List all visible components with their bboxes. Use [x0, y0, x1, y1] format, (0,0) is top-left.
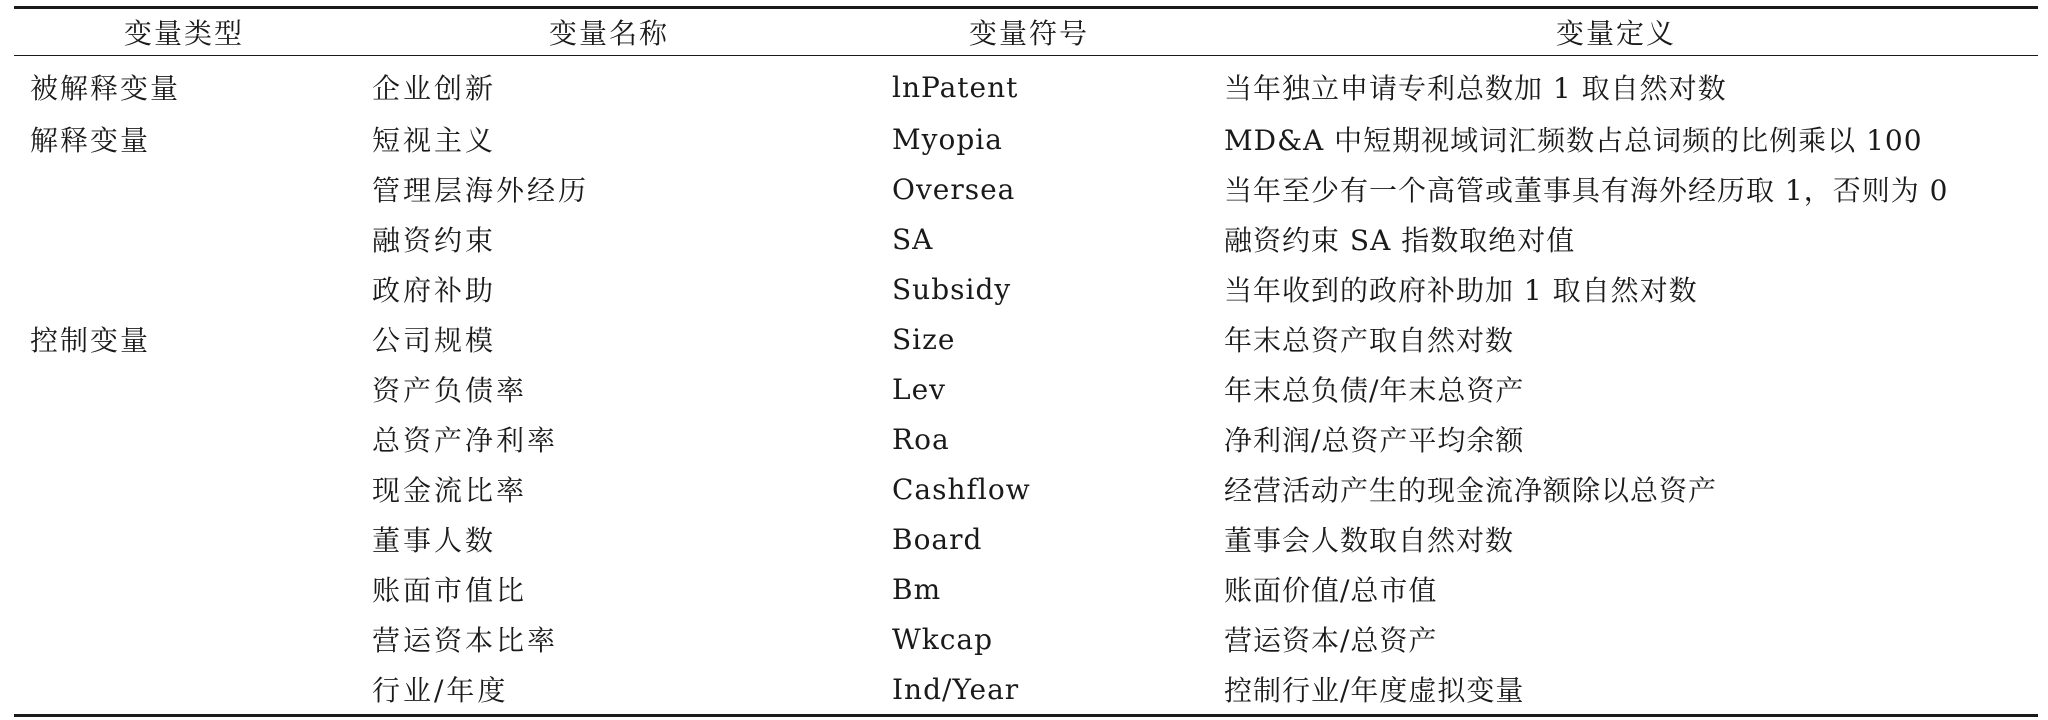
cell-variable-symbol: SA — [892, 222, 934, 256]
cell-variable-name: 账面市值比 — [372, 574, 528, 607]
cell-variable-name: 政府补助 — [372, 274, 497, 307]
cell-variable-symbol: Roa — [892, 422, 950, 456]
cell-variable-symbol: Board — [892, 522, 983, 556]
cell-variable-definition: 融资约束 SA 指数取绝对值 — [1224, 224, 1576, 257]
cell-variable-type — [14, 414, 354, 464]
cell-variable-definition: 账面价值/总市值 — [1224, 574, 1438, 607]
cell-variable-name: 现金流比率 — [372, 474, 528, 507]
cell-variable-symbol: lnPatent — [892, 70, 1019, 104]
cell-variable-name: 公司规模 — [372, 324, 497, 357]
variable-definition-table-wrapper — [14, 6, 2038, 717]
table-header — [14, 8, 2038, 56]
cell-variable-name: 营运资本比率 — [372, 624, 559, 657]
table-row — [14, 664, 2038, 716]
table-row — [14, 314, 2038, 364]
cell-variable-symbol: Size — [892, 322, 956, 356]
cell-variable-type — [14, 164, 354, 214]
cell-variable-definition: 当年独立申请专利总数加 1 取自然对数 — [1224, 72, 1727, 105]
cell-variable-type — [14, 464, 354, 514]
cell-variable-name: 总资产净利率 — [372, 424, 559, 457]
cell-variable-name: 董事人数 — [372, 524, 497, 557]
cell-variable-definition: 年末总负债/年末总资产 — [1224, 374, 1525, 407]
cell-variable-type — [14, 614, 354, 664]
table-row — [14, 564, 2038, 614]
table-row — [14, 214, 2038, 264]
cell-variable-definition: 当年至少有一个高管或董事具有海外经历取 1，否则为 0 — [1224, 174, 1949, 207]
cell-variable-definition: 年末总资产取自然对数 — [1224, 324, 1515, 357]
cell-variable-symbol: Cashflow — [892, 472, 1031, 506]
cell-variable-name: 行业/年度 — [372, 674, 509, 707]
header-variable-name: 变量名称 — [548, 17, 669, 50]
cell-variable-definition: 营运资本/总资产 — [1224, 624, 1438, 657]
cell-variable-definition: 净利润/总资产平均余额 — [1224, 424, 1525, 457]
table-row — [14, 514, 2038, 564]
table-row — [14, 264, 2038, 314]
cell-variable-type — [14, 264, 354, 314]
table-row — [14, 464, 2038, 514]
cell-variable-type — [14, 514, 354, 564]
cell-variable-type — [14, 564, 354, 614]
cell-variable-type — [14, 664, 354, 716]
table-row — [14, 114, 2038, 164]
cell-variable-type: 控制变量 — [30, 324, 151, 357]
table-row — [14, 56, 2038, 115]
cell-variable-type: 被解释变量 — [30, 72, 181, 105]
cell-variable-symbol: Ind/Year — [892, 672, 1020, 706]
cell-variable-symbol: Wkcap — [892, 622, 994, 656]
cell-variable-type — [14, 214, 354, 264]
cell-variable-symbol: Subsidy — [892, 272, 1012, 306]
variable-definition-table — [14, 6, 2038, 717]
cell-variable-definition: MD&A 中短期视域词汇频数占总词频的比例乘以 100 — [1224, 124, 1923, 157]
header-variable-symbol: 变量符号 — [968, 17, 1089, 50]
table-row — [14, 364, 2038, 414]
cell-variable-symbol: Myopia — [892, 122, 1003, 156]
cell-variable-name: 短视主义 — [372, 124, 497, 157]
cell-variable-name: 融资约束 — [372, 224, 497, 257]
cell-variable-name: 资产负债率 — [372, 374, 528, 407]
header-row — [14, 8, 2038, 56]
table-row — [14, 164, 2038, 214]
cell-variable-symbol: Oversea — [892, 172, 1016, 206]
cell-variable-symbol: Lev — [892, 372, 946, 406]
table-row — [14, 414, 2038, 464]
cell-variable-symbol: Bm — [892, 572, 942, 606]
cell-variable-definition: 控制行业/年度虚拟变量 — [1224, 674, 1525, 707]
cell-variable-definition: 董事会人数取自然对数 — [1224, 524, 1515, 557]
table-body — [14, 56, 2038, 716]
cell-variable-type — [14, 364, 354, 414]
cell-variable-name: 管理层海外经历 — [372, 174, 590, 207]
cell-variable-definition: 当年收到的政府补助加 1 取自然对数 — [1224, 274, 1698, 307]
header-variable-type: 变量类型 — [123, 17, 244, 50]
header-variable-definition: 变量定义 — [1555, 17, 1676, 50]
table-row — [14, 614, 2038, 664]
cell-variable-type: 解释变量 — [30, 124, 151, 157]
cell-variable-name: 企业创新 — [372, 72, 497, 105]
cell-variable-definition: 经营活动产生的现金流净额除以总资产 — [1224, 474, 1718, 507]
